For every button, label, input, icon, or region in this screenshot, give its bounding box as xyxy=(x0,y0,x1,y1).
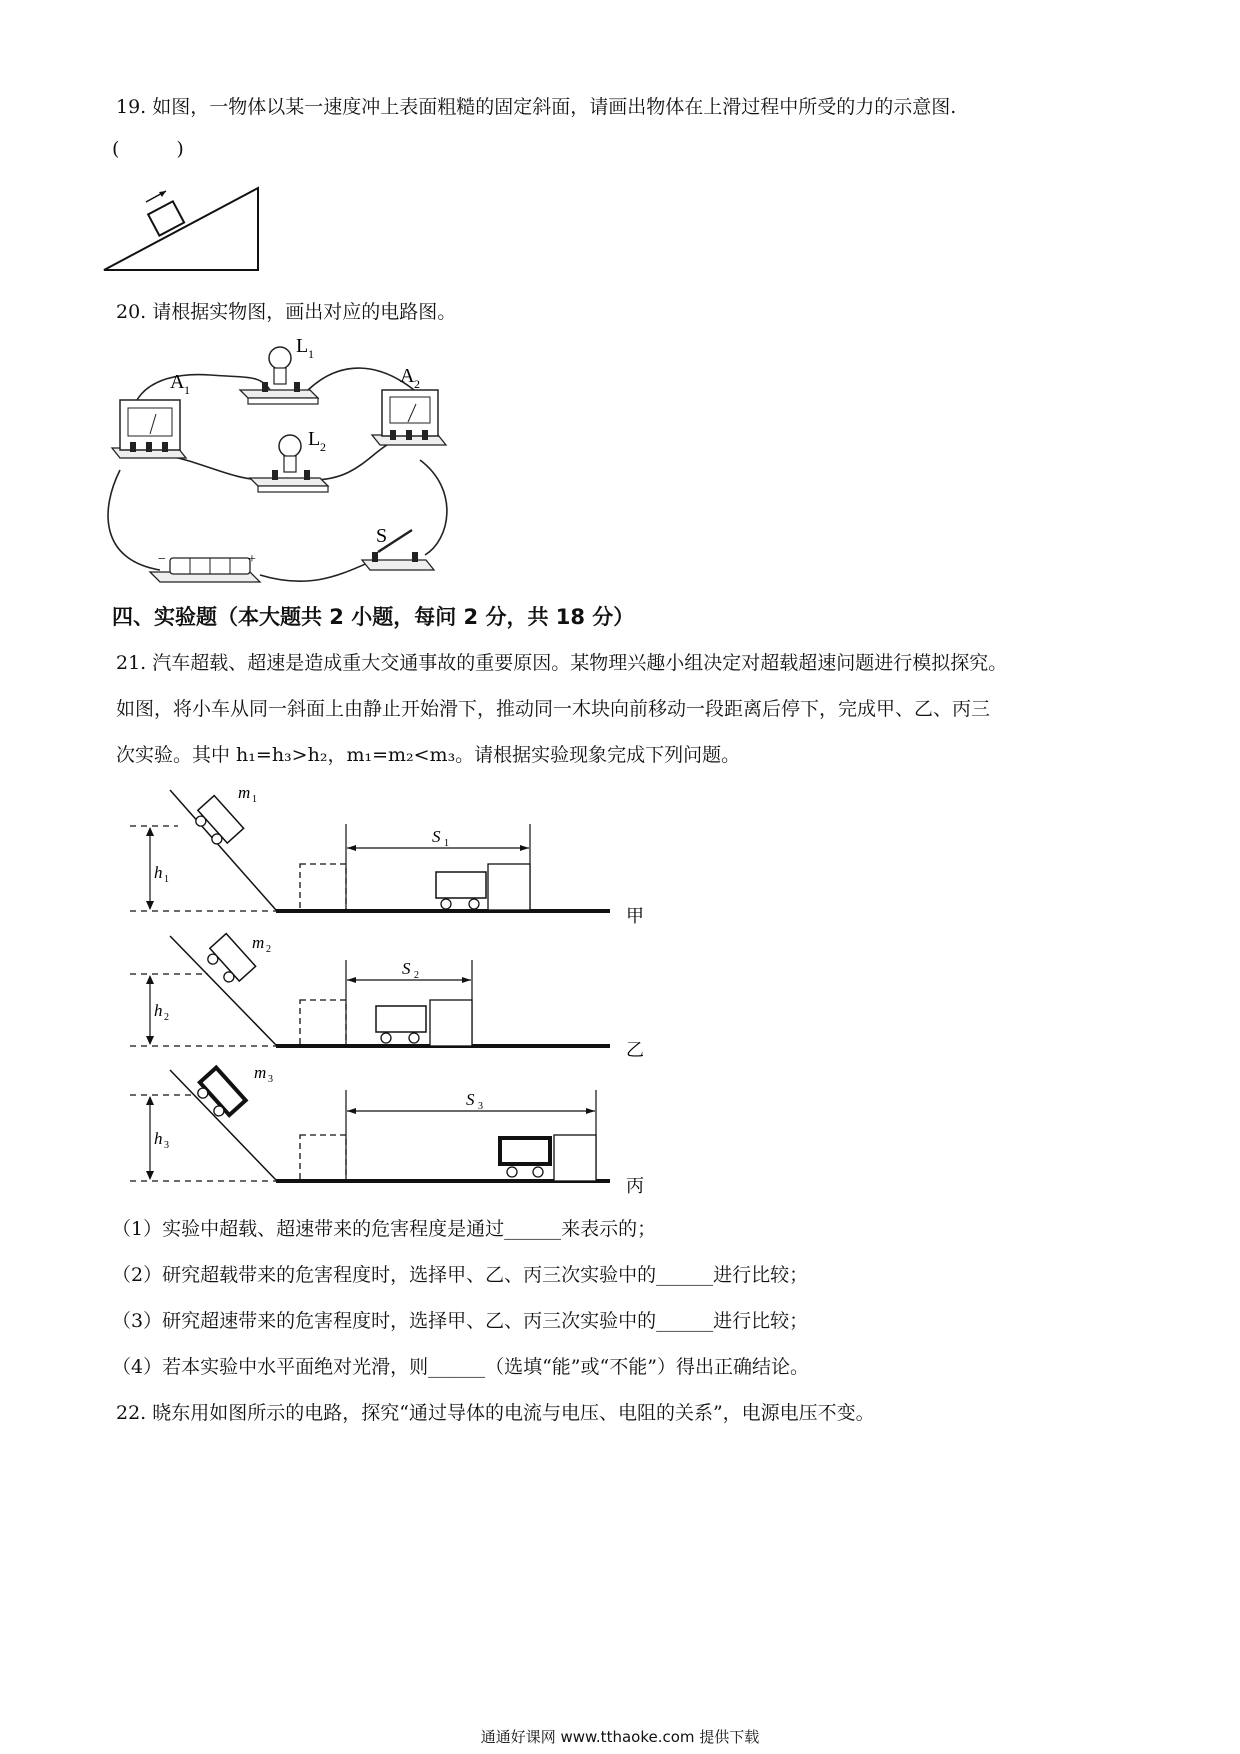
block-start-bing xyxy=(300,1135,346,1181)
q21-line-3: 次实验。其中 h₁=h₃>h₂，m₁=m₂<m₃。请根据实验现象完成下列问题。 xyxy=(116,744,741,766)
q21-line-2: 如图，将小车从同一斜面上由静止开始滑下，推动同一木块向前移动一段距离后停下，完成甲、乙、丙三 xyxy=(116,698,991,720)
svg-text:1: 1 xyxy=(308,347,314,361)
switch-s-icon xyxy=(362,530,434,570)
battery-plus-label: + xyxy=(248,552,256,567)
svg-text:1: 1 xyxy=(164,874,169,885)
svg-text:1: 1 xyxy=(444,838,449,849)
experiment-yi xyxy=(130,934,610,1046)
experiment-bing xyxy=(130,1068,610,1181)
q19-text: 19. 如图，一物体以某一速度冲上表面粗糙的固定斜面，请画出物体在上滑过程中所受的力的示意图. xyxy=(116,96,957,118)
label-bing: 丙 xyxy=(626,1176,644,1196)
page-footer: 通通好课网 www.tthaoke.com 提供下载 xyxy=(480,1728,760,1746)
svg-text:2: 2 xyxy=(414,970,419,981)
label-s2: S xyxy=(402,959,411,978)
svg-text:1: 1 xyxy=(184,383,190,397)
svg-text:2: 2 xyxy=(266,944,271,955)
cart-stopped-yi xyxy=(376,1006,426,1032)
cart-stopped-jia xyxy=(436,872,486,898)
label-m2: m xyxy=(252,933,265,952)
label-l1: L xyxy=(296,335,309,357)
svg-text:2: 2 xyxy=(414,377,420,391)
q20-text: 20. 请根据实物图，画出对应的电路图。 xyxy=(116,301,457,323)
battery-icon xyxy=(150,558,260,582)
cart-m2 xyxy=(202,934,255,988)
label-s1: S xyxy=(432,827,441,846)
svg-text:2: 2 xyxy=(164,1012,169,1023)
q21-experiment-figure xyxy=(110,780,760,1210)
ammeter-a1-icon xyxy=(112,400,186,458)
label-s: S xyxy=(376,525,388,547)
section-heading: 四、实验题（本大题共 2 小题，每问 2 分，共 18 分） xyxy=(112,605,635,629)
q21-sub-4: （4）若本实验中水平面绝对光滑，则______（选填“能”或“不能”）得出正确结论。 xyxy=(112,1356,809,1378)
cart-m3 xyxy=(192,1068,245,1122)
label-l2: L xyxy=(308,428,321,450)
svg-text:3: 3 xyxy=(164,1140,169,1151)
cart-stopped-bing xyxy=(500,1138,550,1164)
incline-triangle xyxy=(104,188,258,270)
q21-sub-3: （3）研究超速带来的危害程度时，选择甲、乙、丙三次实验中的______进行比较； xyxy=(112,1310,809,1332)
block-end-yi xyxy=(430,1000,472,1046)
label-yi: 乙 xyxy=(626,1040,644,1060)
label-jia: 甲 xyxy=(626,906,644,926)
label-a2: A xyxy=(400,365,415,387)
label-s3: S xyxy=(466,1090,475,1109)
label-h3: h xyxy=(154,1129,163,1148)
svg-text:3: 3 xyxy=(478,1101,483,1112)
block-start-yi xyxy=(300,1000,346,1046)
label-a1: A xyxy=(170,371,185,393)
q19-answer-bracket: ( ) xyxy=(112,138,184,160)
experiment-jia xyxy=(130,790,610,911)
label-h1: h xyxy=(154,863,163,882)
label-m1: m xyxy=(238,783,251,802)
q21-line-1: 21. 汽车超载、超速是造成重大交通事故的重要原因。某物理兴趣小组决定对超载超速问题进行模拟探究。 xyxy=(116,652,1008,674)
block-end-jia xyxy=(488,864,530,910)
q21-sub-2: （2）研究超载带来的危害程度时，选择甲、乙、丙三次实验中的______进行比较； xyxy=(112,1264,809,1286)
q21-sub-1: （1）实验中超载、超速带来的危害程度是通过______来表示的； xyxy=(112,1218,657,1240)
q22-text: 22. 晓东用如图所示的电路，探究“通过导体的电流与电压、电阻的关系”，电源电压不变。 xyxy=(116,1402,875,1424)
block-end-bing xyxy=(554,1135,596,1181)
svg-text:3: 3 xyxy=(268,1074,273,1085)
label-h2: h xyxy=(154,1001,163,1020)
label-m3: m xyxy=(254,1063,267,1082)
cart-m1 xyxy=(190,796,243,850)
q19-incline-figure xyxy=(100,180,300,280)
ammeter-a2-icon xyxy=(372,390,446,445)
block-start-jia xyxy=(300,864,346,910)
svg-text:2: 2 xyxy=(320,440,326,454)
q20-physical-circuit-figure xyxy=(100,330,500,600)
battery-minus-label: − xyxy=(158,552,166,567)
svg-text:1: 1 xyxy=(252,794,257,805)
